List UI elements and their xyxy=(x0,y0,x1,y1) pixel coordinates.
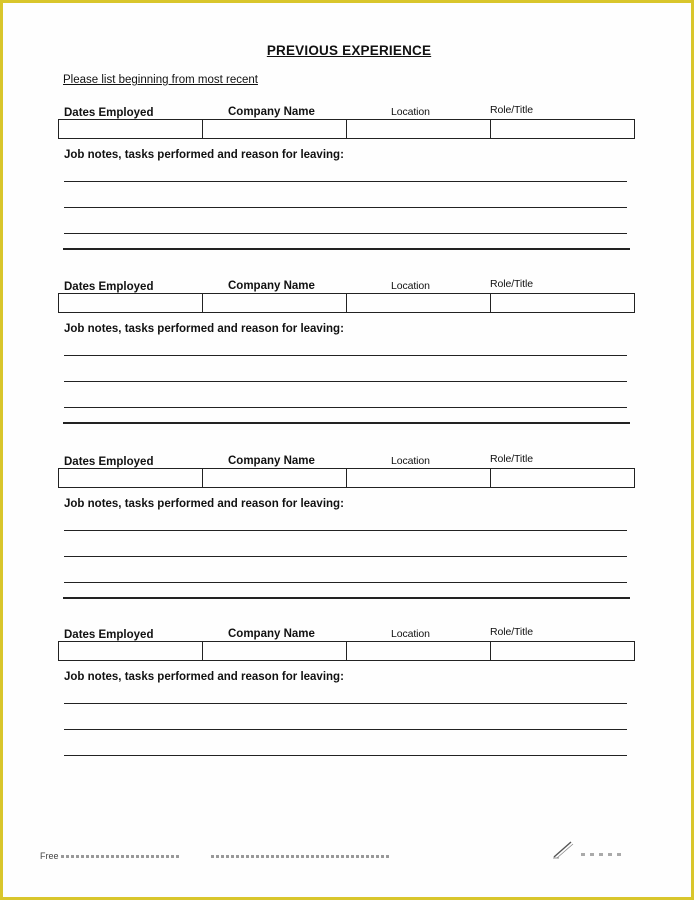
notes-line[interactable] xyxy=(64,582,627,583)
dates-employed-field[interactable] xyxy=(59,469,203,487)
notes-line[interactable] xyxy=(64,181,627,182)
dates-employed-label: Dates Employed xyxy=(64,107,154,119)
experience-entry-3 xyxy=(3,455,691,625)
notes-line[interactable] xyxy=(64,729,627,730)
signature-pen-icon xyxy=(551,838,575,860)
notes-line[interactable] xyxy=(64,233,627,234)
location-label: Location xyxy=(391,455,430,467)
notes-line[interactable] xyxy=(64,381,627,382)
experience-entry-2 xyxy=(3,280,691,450)
entry-fields-row xyxy=(58,119,635,139)
entry-fields-row xyxy=(58,468,635,488)
notes-line[interactable] xyxy=(64,755,627,756)
section-divider xyxy=(63,597,630,599)
entry-fields-row xyxy=(58,641,635,661)
company-name-label: Company Name xyxy=(228,455,315,467)
section-divider xyxy=(63,422,630,424)
job-notes-label: Job notes, tasks performed and reason for leaving: xyxy=(64,323,344,335)
notes-line[interactable] xyxy=(64,556,627,557)
role-title-label: Role/Title xyxy=(490,626,533,638)
dates-employed-field[interactable] xyxy=(59,642,203,660)
company-name-label: Company Name xyxy=(228,106,315,118)
location-label: Location xyxy=(391,106,430,118)
company-name-field[interactable] xyxy=(203,120,347,138)
form-page xyxy=(3,3,691,897)
company-name-label: Company Name xyxy=(228,280,315,292)
dates-employed-label: Dates Employed xyxy=(64,629,154,641)
footer-page-mark xyxy=(581,853,621,856)
dates-employed-label: Dates Employed xyxy=(64,456,154,468)
entry-fields-row xyxy=(58,293,635,313)
section-divider xyxy=(63,248,630,250)
role-title-field[interactable] xyxy=(491,120,634,138)
experience-entry-4 xyxy=(3,628,691,798)
job-notes-label: Job notes, tasks performed and reason for leaving: xyxy=(64,498,344,510)
footer-fine-print xyxy=(211,855,391,858)
location-field[interactable] xyxy=(347,469,491,487)
location-field[interactable] xyxy=(347,120,491,138)
notes-line[interactable] xyxy=(64,207,627,208)
role-title-field[interactable] xyxy=(491,642,634,660)
location-label: Location xyxy=(391,280,430,292)
role-title-label: Role/Title xyxy=(490,453,533,465)
notes-line[interactable] xyxy=(64,530,627,531)
footer-fine-print xyxy=(61,855,181,858)
dates-employed-label: Dates Employed xyxy=(64,281,154,293)
notes-line[interactable] xyxy=(64,355,627,356)
role-title-label: Role/Title xyxy=(490,104,533,116)
notes-line[interactable] xyxy=(64,703,627,704)
role-title-field[interactable] xyxy=(491,469,634,487)
instruction-text: Please list beginning from most recent xyxy=(63,74,258,86)
notes-line[interactable] xyxy=(64,407,627,408)
location-field[interactable] xyxy=(347,294,491,312)
footer-mark: Free xyxy=(40,851,59,861)
role-title-field[interactable] xyxy=(491,294,634,312)
job-notes-label: Job notes, tasks performed and reason for leaving: xyxy=(64,149,344,161)
location-field[interactable] xyxy=(347,642,491,660)
company-name-field[interactable] xyxy=(203,642,347,660)
job-notes-label: Job notes, tasks performed and reason for leaving: xyxy=(64,671,344,683)
page-title: PREVIOUS EXPERIENCE xyxy=(266,43,432,58)
company-name-label: Company Name xyxy=(228,628,315,640)
dates-employed-field[interactable] xyxy=(59,120,203,138)
company-name-field[interactable] xyxy=(203,469,347,487)
company-name-field[interactable] xyxy=(203,294,347,312)
dates-employed-field[interactable] xyxy=(59,294,203,312)
experience-entry-1 xyxy=(3,106,691,276)
location-label: Location xyxy=(391,628,430,640)
role-title-label: Role/Title xyxy=(490,278,533,290)
